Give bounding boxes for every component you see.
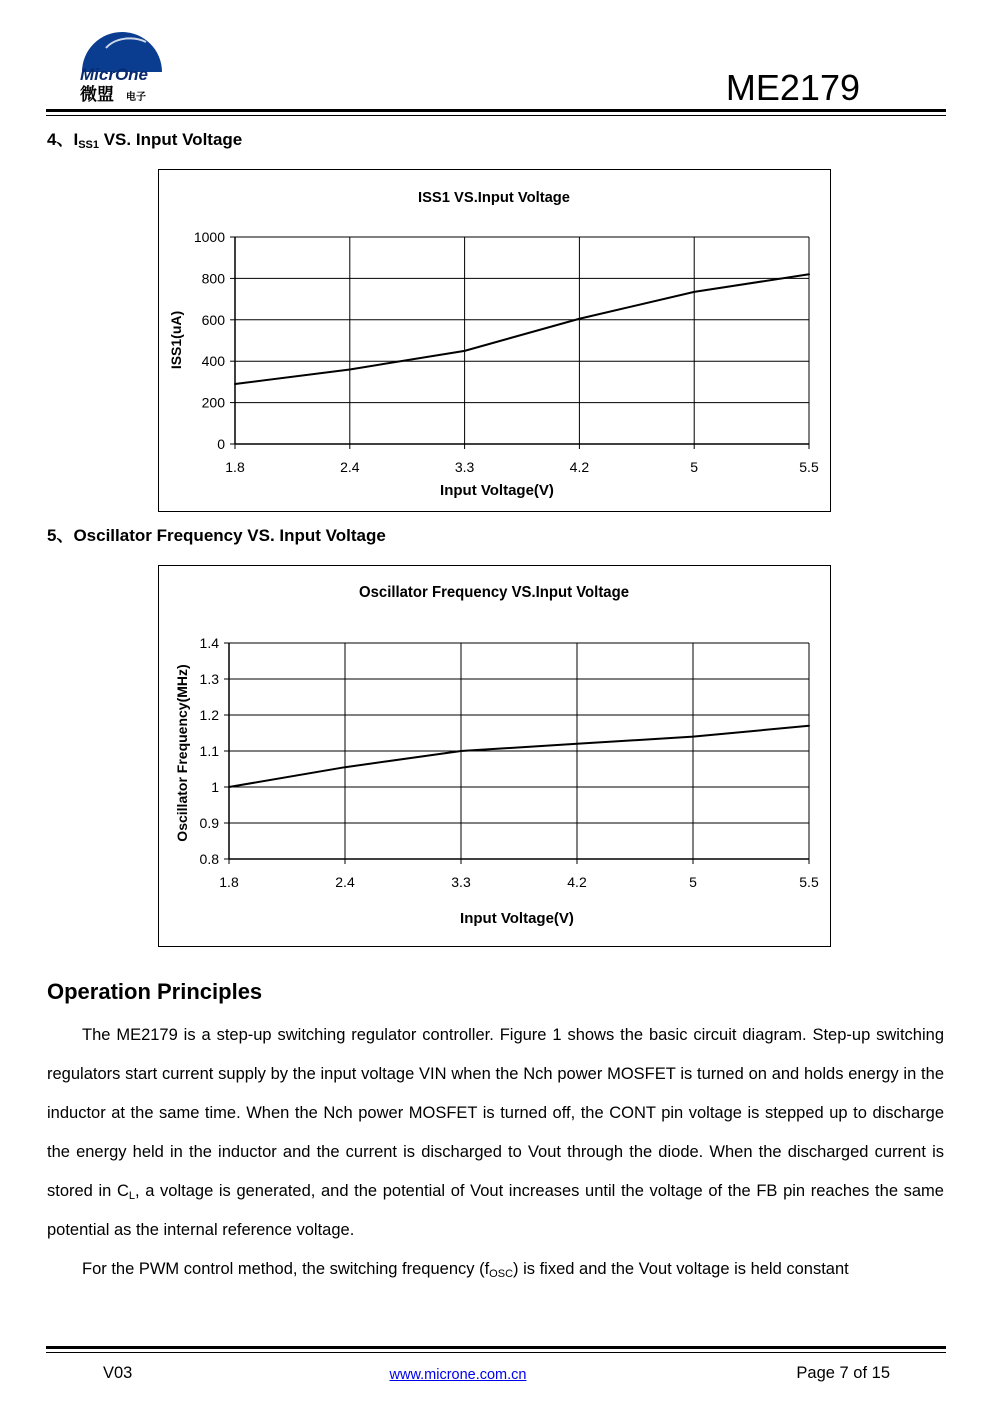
iss1-ytick-label-1: 200 — [201, 394, 225, 411]
iss1-data-point-0 — [234, 383, 236, 385]
osc-ytick-label-4: 1.2 — [199, 707, 219, 723]
osc-ytick-label-2: 1 — [211, 779, 219, 795]
iss1-title: ISS1 VS.Input Voltage — [418, 189, 570, 206]
osc-xtick-label-2: 3.3 — [451, 874, 471, 890]
iss1-data-point-3 — [578, 318, 580, 320]
osc-xlabel: Input Voltage(V) — [460, 910, 574, 927]
document-title: ME2179 — [725, 67, 860, 108]
logo-latin-text: MicrOne — [80, 65, 149, 84]
logo-cn-text: 微盟 — [80, 85, 114, 105]
iss1-ytick-label-4: 800 — [201, 270, 225, 287]
section-4-heading-prefix: I — [73, 130, 79, 149]
osc-data-point-5 — [808, 725, 810, 727]
header-rule-thick — [46, 109, 946, 112]
header-rule-thin — [46, 115, 946, 116]
osc-data-point-4 — [692, 736, 694, 738]
iss1-xtick-label-2: 3.3 — [454, 459, 475, 475]
logo-cn-small-text: 电子 — [126, 92, 146, 103]
p1-subscript: L — [128, 1190, 136, 1202]
iss1-data-point-5 — [808, 273, 810, 275]
operation-principles-body — [47, 1016, 944, 1289]
p2-subscript: OSC — [489, 1268, 514, 1280]
p1-text-2: , a voltage is generated, and the potential of Vout increases until the voltage of the FB pin reaches the same potential as the internal reference voltage. — [47, 1182, 944, 1239]
operation-principles-heading: Operation Principles — [47, 979, 263, 1004]
section-5-heading: 5、Oscillator Frequency VS. Input Voltage — [47, 526, 386, 545]
iss1-series-line-0 — [235, 274, 809, 384]
footer-rule-thick — [46, 1346, 946, 1349]
osc-xtick-label-1: 2.4 — [335, 874, 355, 890]
osc-ytick-label-3: 1.1 — [199, 743, 219, 759]
operation-paragraph-2 — [47, 1250, 944, 1289]
iss1-xlabel: Input Voltage(V) — [440, 482, 554, 499]
iss1-data-point-1 — [349, 368, 351, 370]
iss1-ytick-label-0: 0 — [217, 436, 225, 452]
operation-paragraph-1 — [47, 1016, 944, 1250]
osc-data-point-3 — [576, 743, 578, 745]
p2-text-2: ) is fixed and the Vout voltage is held constant — [513, 1260, 849, 1278]
iss1-xtick-label-1: 2.4 — [340, 459, 360, 475]
osc-ytick-label-1: 0.9 — [199, 815, 219, 831]
iss1-chart-svg — [159, 170, 830, 511]
iss1-xtick-label-5: 5.5 — [799, 459, 819, 475]
iss1-ytick-label-3: 600 — [201, 311, 225, 328]
osc-xtick-label-3: 4.2 — [567, 874, 587, 890]
company-logo — [76, 28, 168, 106]
iss1-data-point-4 — [693, 291, 695, 293]
osc-title: Oscillator Frequency VS.Input Voltage — [359, 584, 630, 601]
iss1-xtick-label-0: 1.8 — [225, 459, 245, 475]
osc-ytick-label-6: 1.4 — [199, 635, 219, 651]
section-4-number: 4、 — [47, 130, 74, 149]
osc-xtick-label-5: 5.5 — [799, 874, 819, 890]
p2-text-1: For the PWM control method, the switching frequency (f — [82, 1260, 490, 1278]
footer-version: V03 — [103, 1364, 133, 1382]
osc-ylabel: Oscillator Frequency(MHz) — [174, 664, 190, 842]
iss1-ylabel: ISS1(uA) — [168, 310, 184, 370]
footer-page-number: Page 7 of 15 — [796, 1364, 890, 1382]
p1-text-1: The ME2179 is a step-up switching regulator controller. Figure 1 shows the basic circuit diagram. Step-up switching regulators start current supply by the input voltage VIN when the Nch power MOSFET is turned on and holds energy in the inductor at the same time. When the Nch power MOSFET is turned off, the CONT pin voltage is stepped up to discharge the energy held in the inductor and the current is discharged to Vout through the diode. When the discharged current is stored in C — [47, 1026, 944, 1200]
iss1-xtick-label-4: 5 — [690, 459, 699, 475]
osc-data-point-1 — [344, 766, 346, 768]
section-4-heading — [47, 129, 242, 156]
osc-xtick-label-0: 1.8 — [219, 874, 239, 890]
oscillator-chart — [158, 565, 831, 947]
iss1-chart — [158, 169, 831, 512]
osc-series-line-0 — [229, 726, 809, 787]
iss1-ytick-label-2: 400 — [201, 353, 225, 370]
osc-data-point-0 — [228, 786, 230, 788]
iss1-data-point-2 — [464, 350, 466, 352]
footer-rule-thin — [46, 1352, 946, 1353]
footer-website-link[interactable]: www.microne.com.cn — [389, 1367, 527, 1383]
section-4-heading-sub: SS1 — [78, 139, 99, 151]
osc-xtick-label-4: 5 — [689, 874, 697, 890]
iss1-ytick-label-5: 1000 — [193, 229, 225, 245]
section-4-heading-suffix: VS. Input Voltage — [99, 130, 243, 149]
oscillator-chart-svg — [159, 566, 830, 946]
iss1-xtick-label-3: 4.2 — [569, 459, 590, 475]
osc-ytick-label-5: 1.3 — [199, 671, 219, 687]
osc-ytick-label-0: 0.8 — [199, 851, 219, 867]
osc-data-point-2 — [460, 750, 462, 752]
